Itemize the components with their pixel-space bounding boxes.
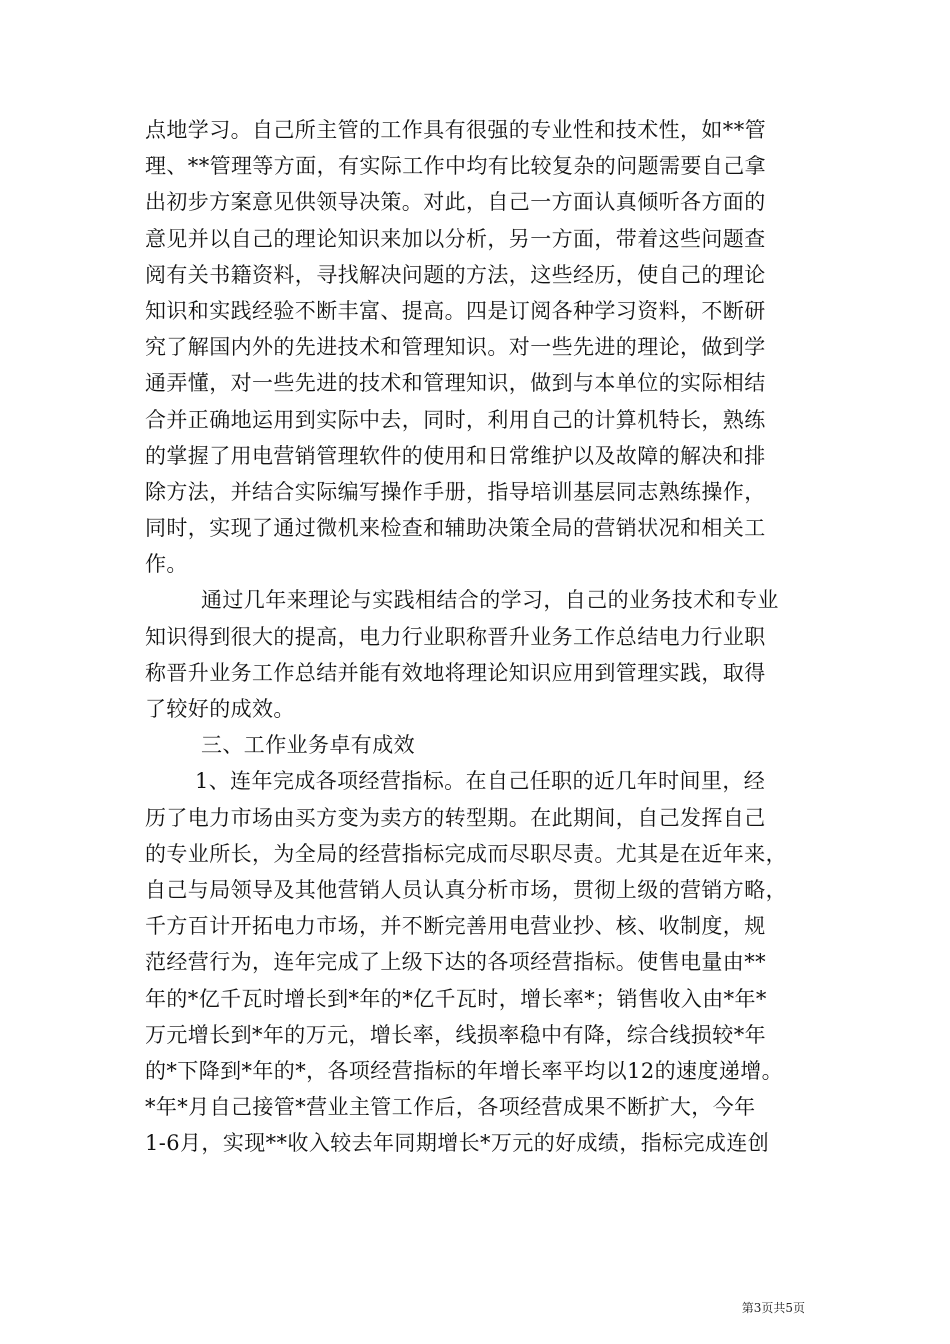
text-line: 出初步方案意见供领导决策。对此，自己一方面认真倾听各方面的 bbox=[145, 190, 766, 215]
text-line: 范经营行为，连年完成了上级下达的各项经营指标。使售电量由** bbox=[145, 950, 766, 975]
body-text bbox=[145, 112, 815, 1161]
text-line: 千方百计开拓电力市场，并不断完善用电营业抄、核、收制度，规 bbox=[145, 914, 766, 939]
text-line: 通弄懂，对一些先进的技术和管理知识，做到与本单位的实际相结 bbox=[145, 371, 766, 396]
text-line: 万元增长到*年的万元，增长率，线损率稳中有降，综合线损较*年 bbox=[145, 1022, 766, 1047]
text-line: 阅有关书籍资料，寻找解决问题的方法，这些经历，使自己的理论 bbox=[145, 262, 766, 287]
paragraph-start-line: 通过几年来理论与实践相结合的学习，自己的业务技术和专业 bbox=[201, 588, 779, 613]
page-number-footer: 第3页共5页 bbox=[741, 1301, 805, 1315]
text-line: 除方法，并结合实际编写操作手册，指导培训基层同志熟练操作， bbox=[145, 479, 766, 504]
paragraph-start-line: 1、连年完成各项经营指标。在自己任职的近几年时间里，经 bbox=[195, 769, 766, 794]
text-line: 的专业所长，为全局的经营指标完成而尽职尽责。尤其是在近年来， bbox=[145, 841, 787, 866]
text-line: 1-6月，实现**收入较去年同期增长*万元的好成绩，指标完成连创 bbox=[145, 1131, 770, 1156]
text-line: *年*月自己接管*营业主管工作后，各项经营成果不断扩大，今年 bbox=[145, 1095, 756, 1120]
text-line: 同时，实现了通过微机来检查和辅助决策全局的营销状况和相关工 bbox=[145, 516, 766, 541]
text-line: 意见并以自己的理论知识来加以分析，另一方面，带着这些问题查 bbox=[145, 226, 766, 251]
text-line: 称晋升业务工作总结并能有效地将理论知识应用到管理实践，取得 bbox=[145, 660, 766, 685]
section-heading: 三、工作业务卓有成效 bbox=[201, 733, 415, 758]
text-line: 合并正确地运用到实际中去，同时，利用自己的计算机特长，熟练 bbox=[145, 407, 766, 432]
text-line: 理、**管理等方面，有实际工作中均有比较复杂的问题需要自己拿 bbox=[145, 154, 766, 179]
text-line: 历了电力市场由买方变为卖方的转型期。在此期间，自己发挥自己 bbox=[145, 805, 766, 830]
text-line: 自己与局领导及其他营销人员认真分析市场，贯彻上级的营销方略， bbox=[145, 877, 787, 902]
text-line: 的*下降到*年的*，各项经营指标的年增长率平均以12的速度递增。 bbox=[145, 1058, 784, 1083]
text-line: 知识得到很大的提高，电力行业职称晋升业务工作总结电力行业职 bbox=[145, 624, 766, 649]
text-line: 年的*亿千瓦时增长到*年的*亿千瓦时，增长率*；销售收入由*年* bbox=[145, 986, 767, 1011]
text-line: 了较好的成效。 bbox=[145, 697, 295, 721]
text-line: 点地学习。自己所主管的工作具有很强的专业性和技术性，如**管 bbox=[145, 118, 766, 142]
text-line: 的掌握了用电营销管理软件的使用和日常维护以及故障的解决和排 bbox=[145, 443, 766, 468]
text-line: 知识和实践经验不断丰富、提高。四是订阅各种学习资料，不断研 bbox=[145, 298, 766, 323]
text-line: 究了解国内外的先进技术和管理知识。对一些先进的理论，做到学 bbox=[145, 335, 766, 360]
text-line: 作。 bbox=[145, 552, 188, 577]
